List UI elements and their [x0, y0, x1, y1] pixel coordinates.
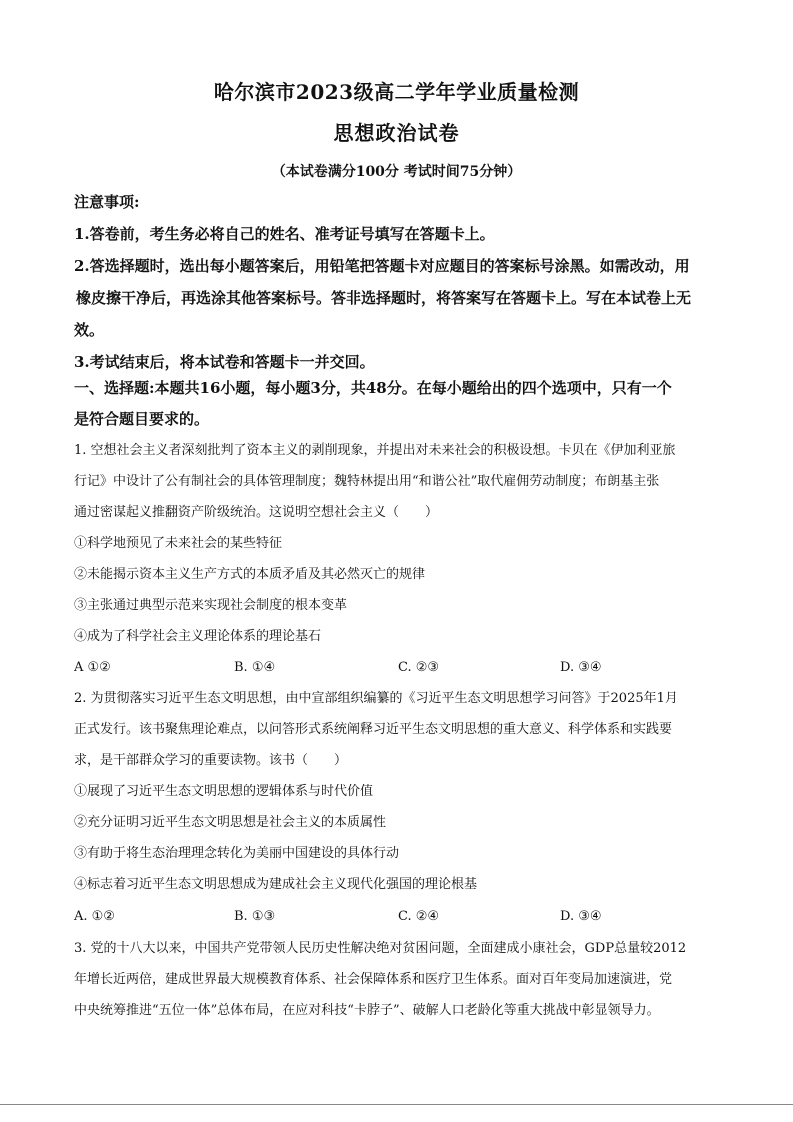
- question-2: [74, 683, 734, 900]
- notes-line: 2.答选择题时，选出每小题答案后，用铅笔把答题卡对应题目的答案标号涂黑。如需改动，用: [74, 257, 690, 275]
- option-c: C. ②③: [398, 660, 440, 675]
- section-heading: [74, 373, 730, 435]
- section-line: 是符合题目要求的。: [74, 410, 210, 428]
- question-stem-line: 求，是干部群众学习的重要读物。该书（ ）: [74, 753, 348, 768]
- question-item: ④成为了科学社会主义理论体系的理论基石: [74, 629, 322, 644]
- notes-line: 效。: [74, 321, 105, 339]
- question-3: [74, 933, 734, 1026]
- notes-line: 3.考试结束后，将本试卷和答题卡一并交回。: [74, 353, 375, 371]
- question-2-options: [74, 901, 734, 932]
- page-bottom-divider: [0, 1104, 793, 1105]
- question-item: ②充分证明习近平生态文明思想是社会主义的本质属性: [74, 815, 387, 830]
- option-b: B. ①④: [234, 660, 276, 675]
- question-stem-line: 行记》中设计了公有制社会的具体管理制度；魏特林提出用“和谐公社”取代雇佣劳动制度；布朗基主张: [74, 474, 660, 489]
- question-item: ②未能揭示资本主义生产方式的本质矛盾及其必然灭亡的规律: [74, 567, 426, 582]
- option-d: D. ③④: [560, 909, 602, 924]
- option-a: A ①②: [74, 660, 111, 675]
- question-stem-line: 正式发行。该书聚焦理论难点，以问答形式系统阐释习近平生态文明思想的重大意义、科学体系和实践要: [74, 722, 673, 737]
- exam-title: 哈尔滨市2023级高二学年学业质量检测: [213, 80, 580, 104]
- question-item: ①科学地预见了未来社会的某些特征: [74, 536, 283, 551]
- question-item: ③有助于将生态治理理念转化为美丽中国建设的具体行动: [74, 846, 400, 861]
- option-c: C. ②④: [398, 909, 440, 924]
- option-b: B. ①③: [234, 909, 276, 924]
- subject-title: 思想政治试卷: [333, 121, 460, 145]
- option-d: D. ③④: [560, 660, 602, 675]
- exam-info: （本试卷满分100分 考试时间75分钟）: [271, 164, 522, 180]
- notes-line: 1.答卷前，考生务必将自己的姓名、准考证号填写在答题卡上。: [74, 225, 495, 243]
- section-line: 一、选择题:本题共16小题，每小题3分，共48分。在每小题给出的四个选项中，只有一个: [74, 379, 672, 397]
- question-item: ①展现了习近平生态文明思想的逻辑体系与时代价值: [74, 784, 374, 799]
- question-1-options: [74, 652, 734, 683]
- notes-block: [74, 186, 730, 378]
- question-stem-line: 3. 党的十八大以来，中国共产党带领人民历史性解决绝对贫困问题，全面建成小康社会，GDP总量较2012: [74, 941, 687, 956]
- question-item: ③主张通过典型示范来实现社会制度的根本变革: [74, 598, 348, 613]
- question-stem-line: 年增长近两倍，建成世界最大规模教育体系、社会保障体系和医疗卫生体系。面对百年变局加速演进，党: [74, 972, 673, 987]
- option-a: A. ①②: [74, 909, 115, 924]
- question-1: [74, 435, 734, 652]
- question-item: ④标志着习近平生态文明思想成为建成社会主义现代化强国的理论根基: [74, 877, 478, 892]
- notes-heading: 注意事项:: [74, 193, 140, 211]
- question-stem-line: 2. 为贯彻落实习近平生态文明思想，由中宣部组织编纂的《习近平生态文明思想学习问答》于2025年1月: [74, 691, 678, 706]
- notes-line: 橡皮擦干净后，再选涂其他答案标号。答非选择题时，将答案写在答题卡上。写在本试卷上无: [76, 289, 692, 307]
- question-stem-line: 通过密谋起义推翻资产阶级统治。这说明空想社会主义（ ）: [74, 505, 439, 520]
- question-stem-line: 1. 空想社会主义者深刻批判了资本主义的剥削现象，并提出对未来社会的积极设想。卡贝在《伊加利亚旅: [74, 443, 676, 458]
- question-stem-line: 中央统筹推进“五位一体”总体布局，在应对科技“卡脖子”、破解人口老龄化等重大挑战中彰显领导力。: [74, 1003, 660, 1018]
